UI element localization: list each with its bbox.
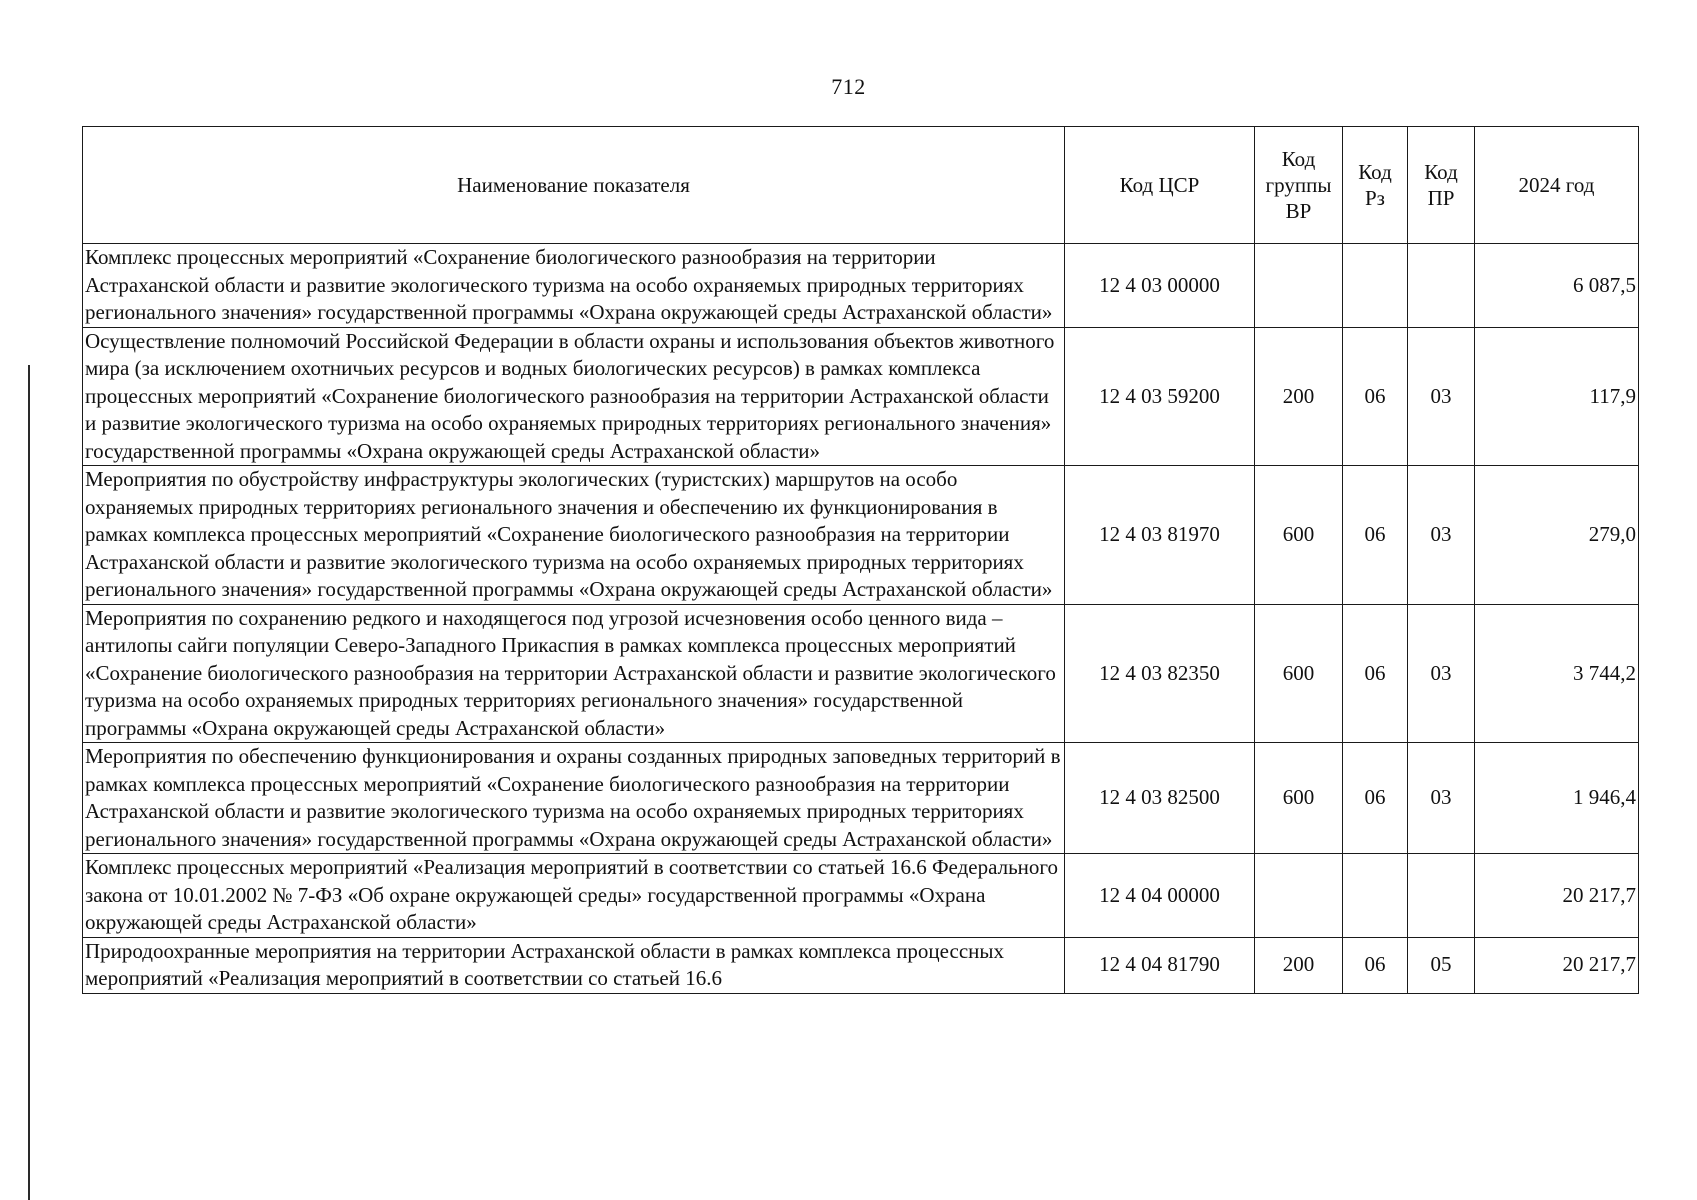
row-pr [1408,854,1475,938]
row-rz: 06 [1343,604,1408,743]
row-pr: 05 [1408,937,1475,993]
table-header-row [83,127,1639,244]
table-row [83,327,1639,466]
row-name: Комплекс процессных мероприятий «Реализация мероприятий в соответствии со статьей 16.6 Федерального закона от 10.01.2002 № 7-ФЗ «Об охране окружающей среды» государственной программы «Охрана окружающей среды Астраханской области» [83,854,1065,938]
header-vr-line-2: группы [1265,173,1332,197]
header-year: 2024 год [1475,127,1639,244]
row-vr: 600 [1255,743,1343,854]
table-row [83,854,1639,938]
row-csr: 12 4 03 81970 [1065,466,1255,605]
row-rz: 06 [1343,937,1408,993]
header-rz-line-1: Код [1358,160,1392,184]
row-rz [1343,244,1408,328]
row-csr: 12 4 03 59200 [1065,327,1255,466]
row-name: Природоохранные мероприятия на территории Астраханской области в рамках комплекса процессных мероприятий «Реализация мероприятий в соответствии со статьей 16.6 [83,937,1065,993]
row-amount: 1 946,4 [1475,743,1639,854]
row-vr [1255,244,1343,328]
row-pr: 03 [1408,604,1475,743]
header-rz [1343,127,1408,244]
row-csr: 12 4 04 00000 [1065,854,1255,938]
table-row [83,937,1639,993]
row-vr [1255,854,1343,938]
table-row [83,466,1639,605]
row-vr: 600 [1255,466,1343,605]
page-number: 712 [831,74,866,99]
row-name: Мероприятия по обеспечению функционирования и охраны созданных природных заповедных территорий в рамках комплекса процессных мероприятий «Сохранение биологического разнообразия на территории Астраханской области и развитие экологического туризма на особо охраняемых природных территориях регионального значения» государственной программы «Охрана окружающей среды Астраханской области» [83,743,1065,854]
header-pr [1408,127,1475,244]
row-pr [1408,244,1475,328]
table-row [83,743,1639,854]
header-vr-line-3: ВР [1285,199,1312,223]
row-name: Осуществление полномочий Российской Федерации в области охраны и использования объектов животного мира (за исключением охотничьих ресурсов и водных биологических ресурсов) в рамках комплекса процессных мероприятий «Сохранение биологического разнообразия на территории Астраханской области и развитие экологического туризма на особо охраняемых природных территориях регионального значения» государственной программы «Охрана окружающей среды Астраханской области» [83,327,1065,466]
row-csr: 12 4 04 81790 [1065,937,1255,993]
row-csr: 12 4 03 82350 [1065,604,1255,743]
header-rz-line-2: Рз [1365,186,1385,210]
row-csr: 12 4 03 00000 [1065,244,1255,328]
row-amount: 20 217,7 [1475,854,1639,938]
row-pr: 03 [1408,466,1475,605]
row-amount: 3 744,2 [1475,604,1639,743]
header-vr-line-1: Код [1281,147,1316,171]
row-pr: 03 [1408,743,1475,854]
header-pr-line-1: Код [1424,160,1458,184]
budget-table [82,126,1639,994]
row-amount: 279,0 [1475,466,1639,605]
header-pr-line-2: ПР [1427,186,1455,210]
row-csr: 12 4 03 82500 [1065,743,1255,854]
row-amount: 6 087,5 [1475,244,1639,328]
table-row [83,604,1639,743]
header-name: Наименование показателя [83,127,1065,244]
header-csr: Код ЦСР [1065,127,1255,244]
table-row [83,244,1639,328]
row-vr: 600 [1255,604,1343,743]
header-vr [1255,127,1343,244]
row-name: Мероприятия по обустройству инфраструктуры экологических (туристских) маршрутов на особо охраняемых природных территориях регионального значения и обеспечению их функционирования в рамках комплекса процессных мероприятий «Сохранение биологического разнообразия на территории Астраханской области и развитие экологического туризма на особо охраняемых природных территориях регионального значения» государственной программы «Охрана окружающей среды Астраханской области» [83,466,1065,605]
row-rz [1343,854,1408,938]
row-vr: 200 [1255,937,1343,993]
row-amount: 20 217,7 [1475,937,1639,993]
row-rz: 06 [1343,743,1408,854]
row-amount: 117,9 [1475,327,1639,466]
row-name: Комплекс процессных мероприятий «Сохранение биологического разнообразия на территории Астраханской области и развитие экологического туризма на особо охраняемых природных территориях регионального значения» государственной программы «Охрана окружающей среды Астраханской области» [83,244,1065,328]
row-vr: 200 [1255,327,1343,466]
row-name: Мероприятия по сохранению редкого и находящегося под угрозой исчезновения особо ценного вида – антилопы сайги популяции Северо-Западного Прикаспия в рамках комплекса процессных мероприятий «Сохранение биологического разнообразия на территории Астраханской области и развитие экологического туризма на особо охраняемых природных территориях регионального значения» государственной программы «Охрана окружающей среды Астраханской области» [83,604,1065,743]
binding-margin-line [28,365,30,1200]
row-pr: 03 [1408,327,1475,466]
row-rz: 06 [1343,466,1408,605]
row-rz: 06 [1343,327,1408,466]
